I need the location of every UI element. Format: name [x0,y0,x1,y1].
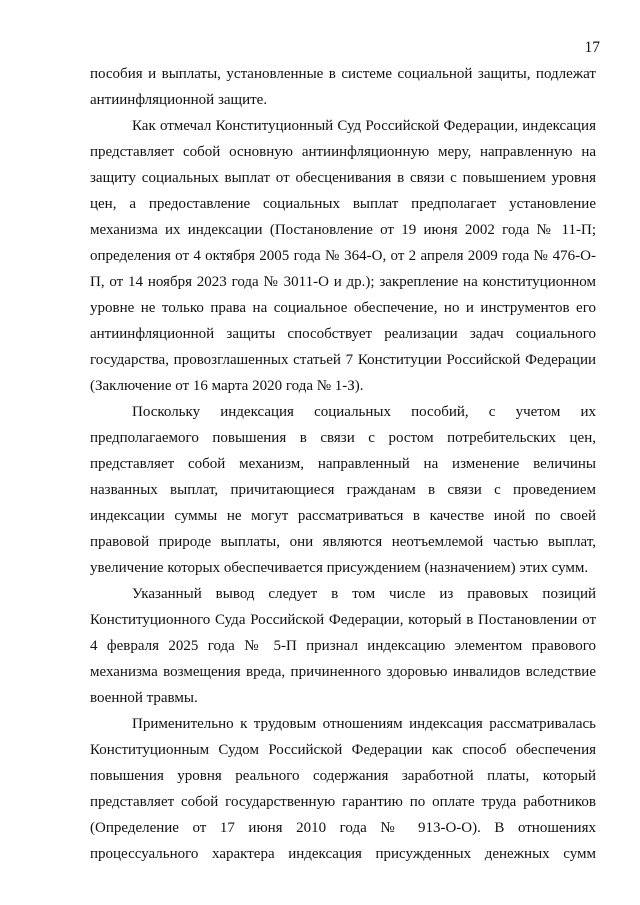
paragraph-labor-relations: Применительно к трудовым отношениям индексация рассматривалась Конституционным Судом Российской Федерации как способ обеспечения повышения уровня реального содержания заработной платы, который представляет собой государственную гарантию по оплате труда работников (Определение от 17 июня 2010 года № 913-О-О). В отношениях процессуального характера индексация присужденных денежных сумм [90,716,596,862]
paragraph-military-injury-ruling: Указанный вывод следует в том числе из правовых позиций Конституционного Суда Российской Федерации, который в Постановлении от 4 февраля 2025 года № 5-П признал индексацию элементом правового механизма возмещения вреда, причиненного здоровью инвалидов вследствие военной травмы. [90,586,596,706]
paragraph-social-benefits-indexation: Поскольку индексация социальных пособий, с учетом их предполагаемого повышения в связи с ростом потребительских цен, представляет собой механизм, направленный на изменение величины названных выплат, причитающиеся гражданам в связи с проведением индексации суммы не могут рассматриваться в качестве иной по своей правовой природе выплаты, они являются неотъемлемой частью выплат, увеличение которых обеспечивается присуждением (назначением) этих сумм. [90,404,596,576]
paragraph-continuation: пособия и выплаты, установленные в системе социальной защиты, подлежат антиинфляционной защите. [90,66,596,108]
paragraph-constitutional-court-indexation: Как отмечал Конституционный Суд Российской Федерации, индексация представляет собой основную антиинфляционную меру, направленную на защиту социальных выплат от обесценивания в связи с повышением уровня цен, а предоставление социальных выплат предполагает установление механизма их индексации (Постановление от 19 июня 2002 года № 11-П; определения от 4 октября 2005 года № 364-О, от 2 апреля 2009 года № 476-О-П, от 14 ноября 2023 года № 3011-О и др.); закрепление на конституционном уровне не только права на социальное обеспечение, но и инструментов его антиинфляционной защиты способствует реализации задач социального государства, провозглашенных статьей 7 Конституции Российской Федерации (Заключение от 16 марта 2020 года № 1-З). [90,118,596,394]
document-body [90,61,596,867]
page-number: 17 [584,39,600,56]
